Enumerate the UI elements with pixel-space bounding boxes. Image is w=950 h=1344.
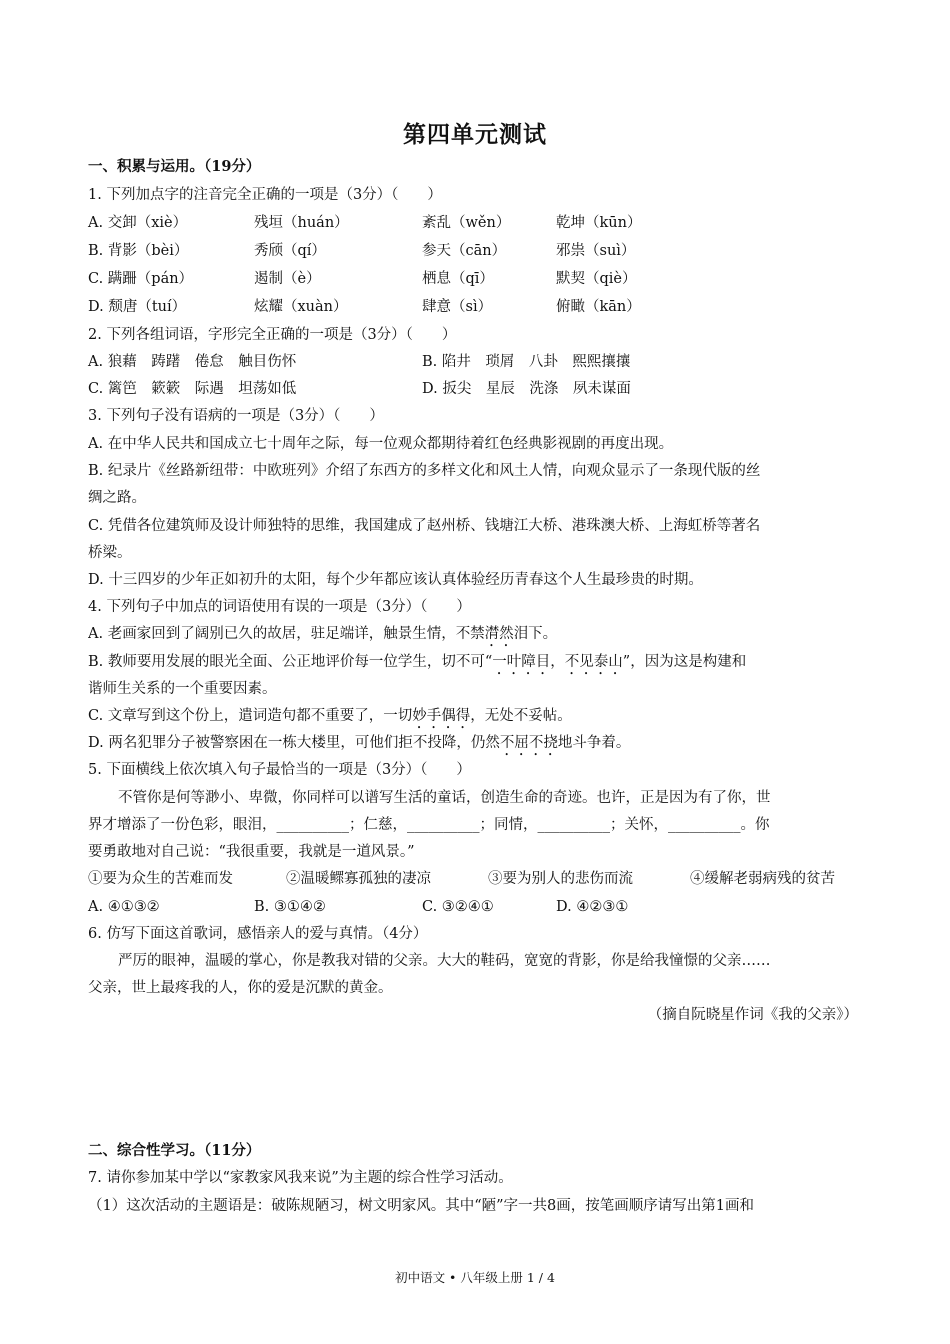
q3-option-b-line1: B. 纪录片《丝路新纽带：中欧班列》介绍了东西方的多样文化和风土人情，向观众显示了一条现代版的丝 <box>88 463 761 479</box>
q1-option-c3: 栖息（qī） <box>422 271 494 287</box>
section-1-heading: 一、积累与运用。（19分） <box>88 158 261 175</box>
q4-b-dotted-word: 一叶障目，不见泰山 <box>492 654 623 670</box>
q6-source: （摘自阮晓星作词《我的父亲》） <box>647 1007 858 1023</box>
q1-option-a1: A. 交卸（xiè） <box>88 215 188 231</box>
q5-answer-a: A. ④①③② <box>88 899 160 915</box>
q5-answer-b: B. ③①④② <box>254 899 326 915</box>
q4-c-dotted-word: 妙手偶得 <box>412 708 471 724</box>
q5-passage-line3: 要勇敢地对自己说：“我很重要，我就是一道风景。” <box>88 844 415 860</box>
q4-d-dotted-word: 不屈不挠 <box>499 735 558 751</box>
q4-a-text: A. 老画家回到了阔别已久的故居，驻足端详，触景生情，不禁 <box>88 626 485 642</box>
q1-option-a2: 残垣（huán） <box>254 215 349 231</box>
q1-option-b1: B. 背影（bèi） <box>88 243 189 259</box>
q5-answer-c: C. ③②④① <box>422 899 494 915</box>
q5-passage-line2: 界才增添了一份色彩，眼泪，__________；仁慈，__________；同情，__________；关怀，__________。你 <box>88 817 770 833</box>
q1-option-c1: C. 蹒跚（pán） <box>88 271 194 287</box>
q2-option-a: A. 狼藉 踌躇 倦怠 触目伤怀 <box>88 354 297 370</box>
q6-stem: 6. 仿写下面这首歌词，感悟亲人的爱与真情。（4分） <box>88 926 428 942</box>
q4-a-text-end: 泪下。 <box>513 626 558 642</box>
q1-option-a4: 乾坤（kūn） <box>556 215 642 231</box>
q3-option-a: A. 在中华人民共和国成立七十周年之际，每一位观众都期待着红色经典影视剧的再度出现。 <box>88 436 674 452</box>
q5-stem: 5. 下面横线上依次填入句子最恰当的一项是（3分）（ ） <box>88 762 471 778</box>
q4-stem: 4. 下列句子中加点的词语使用有误的一项是（3分）（ ） <box>88 599 471 615</box>
page-title: 第四单元测试 <box>403 121 547 148</box>
q6-lyrics-line2: 父亲，世上最疼我的人，你的爱是沉默的黄金。 <box>88 980 393 996</box>
q5-phrase-1: ①要为众生的苦难而发 <box>88 871 233 887</box>
q4-option-c <box>88 706 878 732</box>
q1-option-c4: 默契（qiè） <box>556 271 637 287</box>
q4-a-dotted-word: 潸然 <box>484 626 514 642</box>
q3-option-c-line1: C. 凭借各位建筑师及设计师独特的思维，我国建成了赵州桥、钱塘江大桥、港珠澳大桥、上海虹桥等著名 <box>88 518 761 534</box>
q1-option-d1: D. 颓唐（tuí） <box>88 299 187 315</box>
q5-answer-d: D. ④②③① <box>556 899 629 915</box>
q5-phrase-3: ③要为别人的悲伤而流 <box>488 871 633 887</box>
q7-sub1: （1）这次活动的主题语是：破陈规陋习，树文明家风。其中“陋”字一共8画，按笔画顺序请写出第1画和 <box>88 1198 754 1214</box>
q1-option-c2: 遏制（è） <box>254 271 321 287</box>
q6-lyrics-line1: 严厉的眼神，温暖的掌心，你是教我对错的父亲。大大的鞋码，宽宽的背影，你是给我憧憬的父亲…… <box>118 953 771 969</box>
q5-phrase-2: ②温暖鳏寡孤独的凄凉 <box>286 871 431 887</box>
q4-d-text: D. 两名犯罪分子被警察困在一栋大楼里，可他们拒不投降，仍然 <box>88 735 500 751</box>
q4-c-text-end: ，无处不妥帖。 <box>470 708 572 724</box>
q1-option-b3: 参天（cān） <box>422 243 507 259</box>
q3-option-d: D. 十三四岁的少年正如初升的太阳，每个少年都应该认真体验经历青春这个人生最珍贵的时期。 <box>88 572 703 588</box>
q1-option-b2: 秀颀（qí） <box>254 243 326 259</box>
q7-stem: 7. 请你参加某中学以“家教家风我来说”为主题的综合性学习活动。 <box>88 1170 513 1186</box>
q1-option-d4: 俯瞰（kān） <box>556 299 641 315</box>
q2-option-d: D. 扳尖 星辰 洗涤 夙未谋面 <box>422 381 631 397</box>
q4-option-a <box>88 624 878 650</box>
q4-option-b <box>88 652 878 678</box>
q3-option-c-line2: 桥梁。 <box>88 545 132 561</box>
q4-b-text: B. 教师要用发展的眼光全面、公正地评价每一位学生，切不可“ <box>88 654 493 670</box>
q5-phrase-4: ④缓解老弱病残的贫苦 <box>690 871 835 887</box>
q2-stem: 2. 下列各组词语，字形完全正确的一项是（3分）（ ） <box>88 327 457 343</box>
q2-option-b: B. 陷井 琐屑 八卦 熙熙攘攘 <box>422 354 631 370</box>
q1-option-d3: 肆意（sì） <box>422 299 493 315</box>
q4-d-text-end: 地斗争着。 <box>557 735 631 751</box>
page-footer: 初中语文 • 八年级上册 1 / 4 <box>395 1270 555 1285</box>
q1-option-d2: 炫耀（xuàn） <box>254 299 348 315</box>
q4-option-b-line2: 谐师生关系的一个重要因素。 <box>88 681 277 697</box>
q5-passage-line1: 不管你是何等渺小、卑微，你同样可以谱写生活的童话，创造生命的奇迹。也许，正是因为有了你，世 <box>118 790 771 806</box>
q1-option-a3: 紊乱（wěn） <box>422 215 511 231</box>
q4-c-text: C. 文章写到这个份上，遣词造句都不重要了，一切 <box>88 708 413 724</box>
q4-option-d <box>88 733 878 759</box>
q1-stem: 1. 下列加点字的注音完全正确的一项是（3分）（ ） <box>88 187 442 203</box>
section-2-heading: 二、综合性学习。（11分） <box>88 1142 261 1159</box>
q1-option-b4: 邪祟（suì） <box>556 243 636 259</box>
q2-option-c: C. 篱笆 簌簌 际遇 坦荡如低 <box>88 381 297 397</box>
q3-option-b-line2: 绸之路。 <box>88 490 146 506</box>
q4-b-text-end: ”，因为这是构建和 <box>622 654 747 670</box>
q3-stem: 3. 下列句子没有语病的一项是（3分）（ ） <box>88 408 384 424</box>
